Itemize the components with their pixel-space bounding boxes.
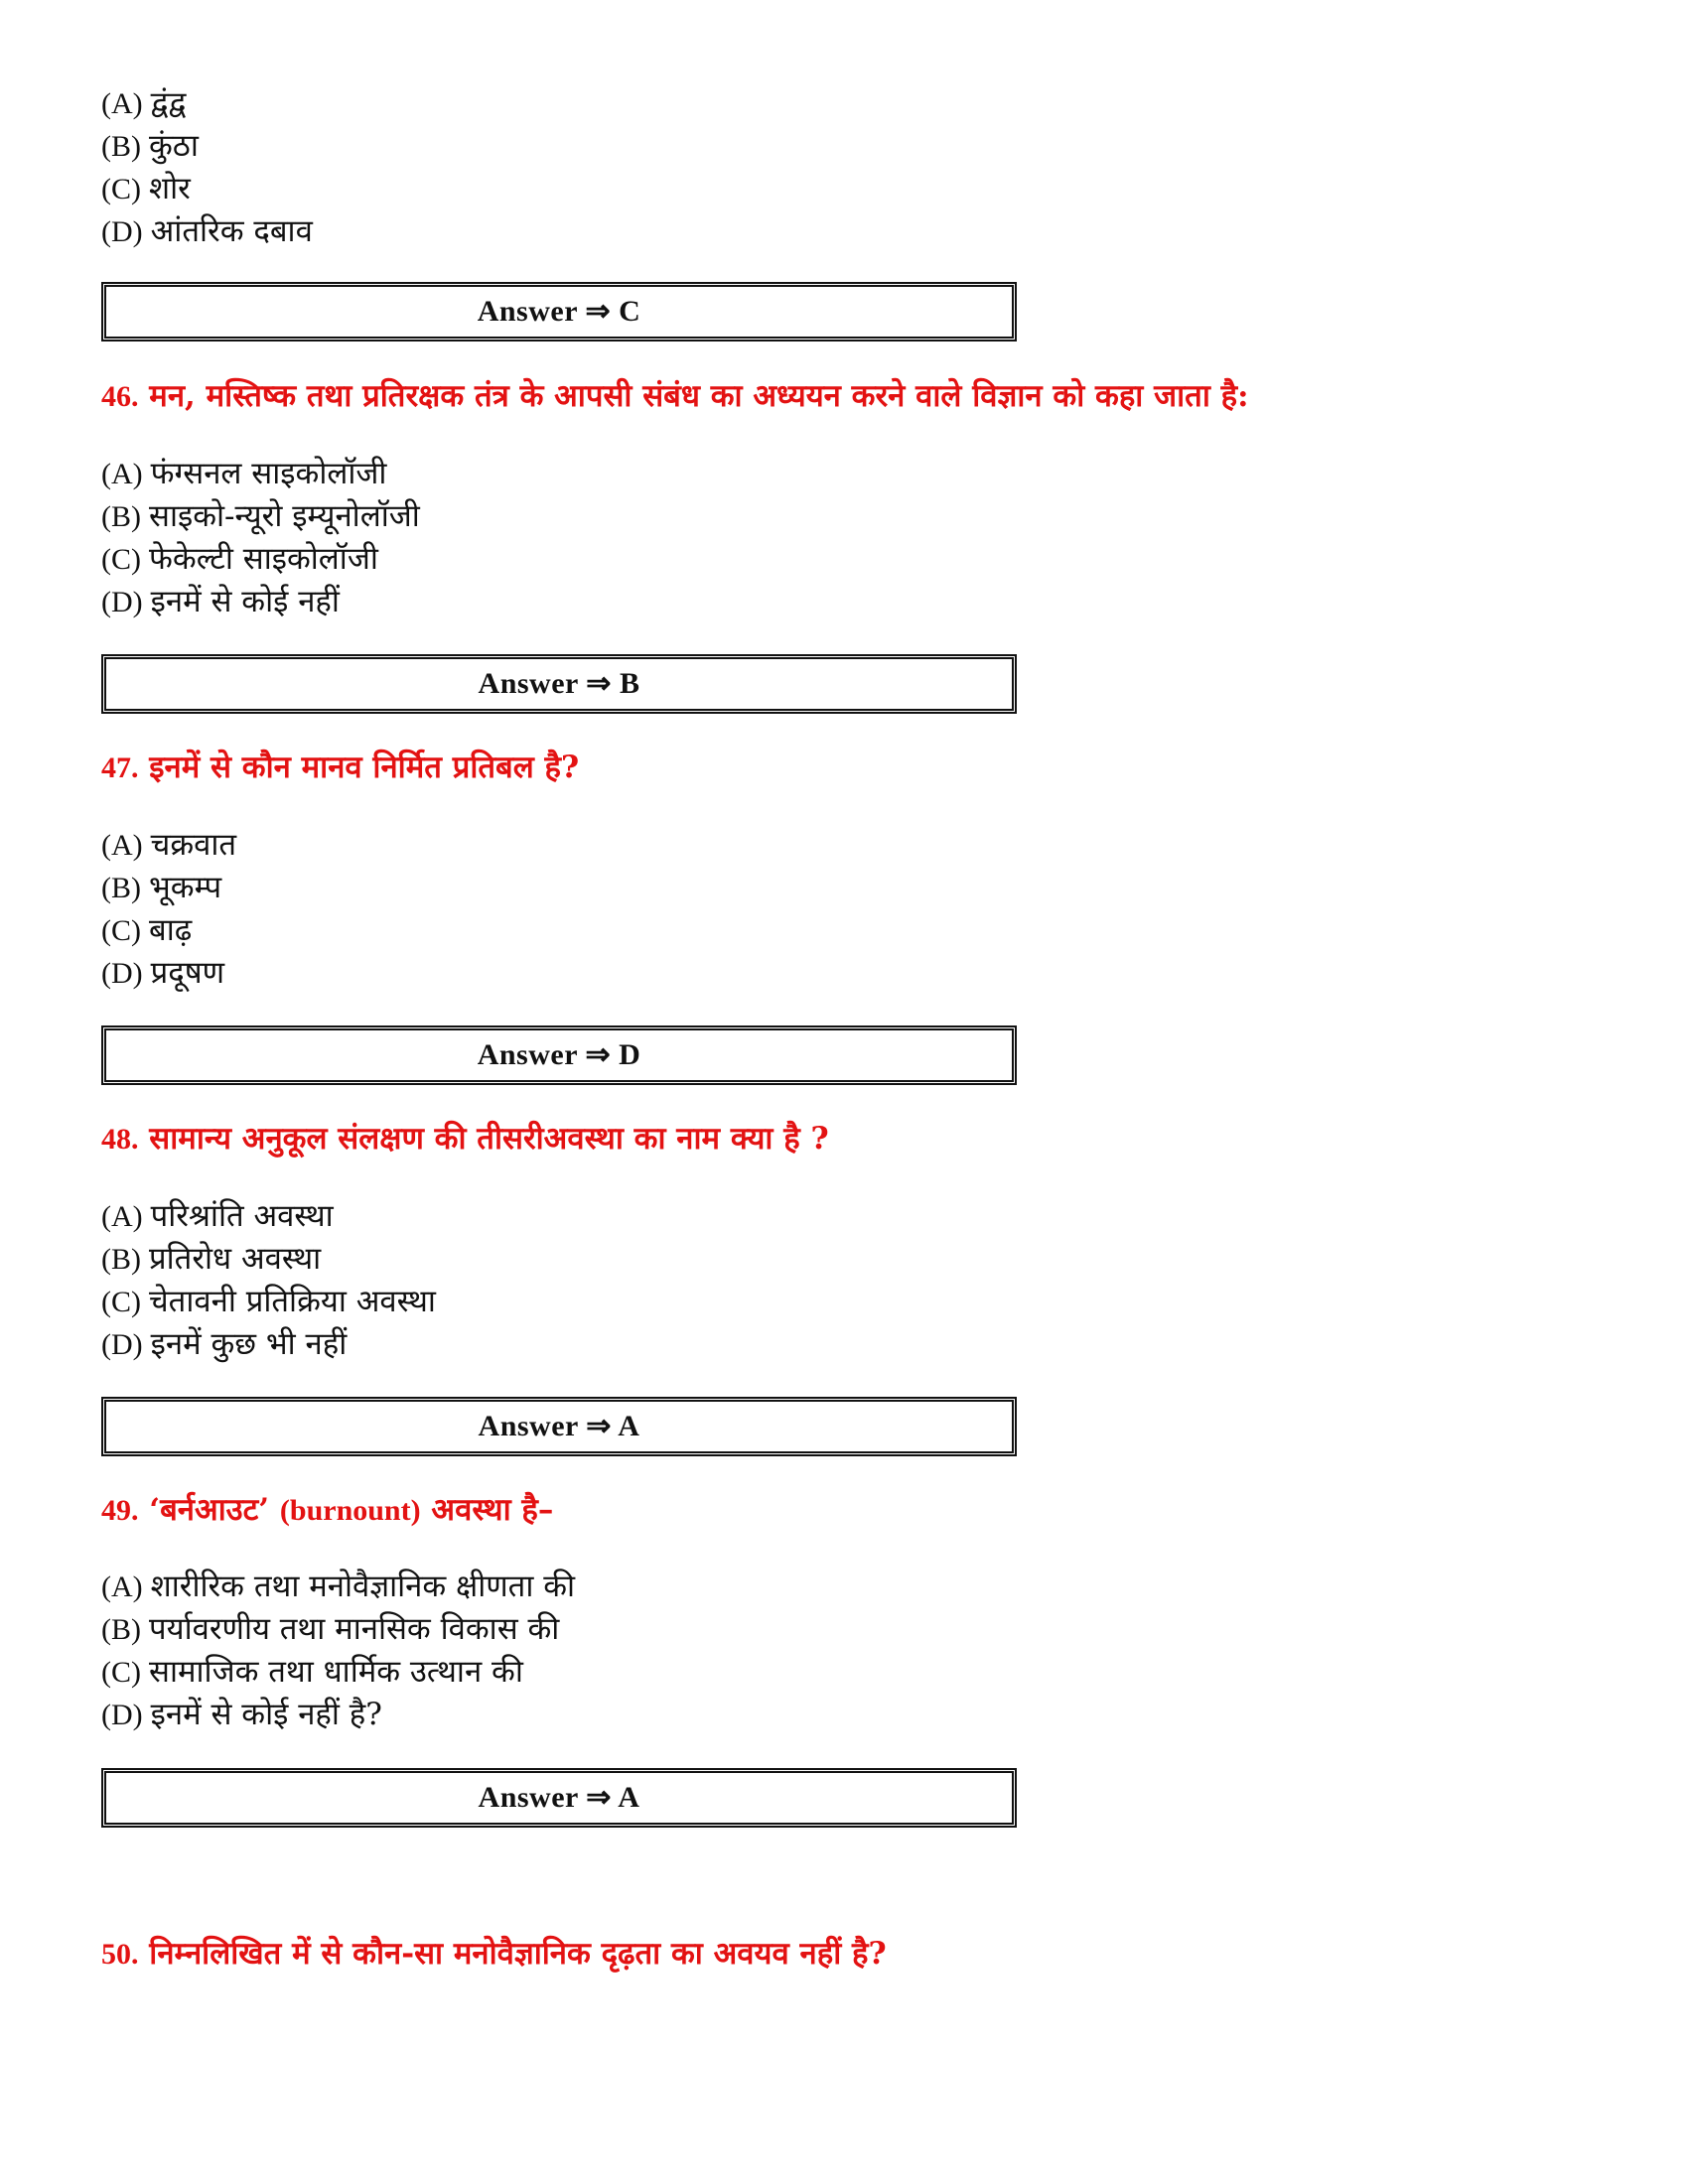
option-text: चेतावनी प्रतिक्रिया अवस्था [149,1284,436,1319]
option-label: (B) [101,1243,141,1276]
option-text: चक्रवात [150,827,237,863]
option-d [101,581,420,623]
option-c [101,909,236,952]
question-text-hindi: ‘बर्नआउट’ [149,1492,270,1528]
option-a [101,1566,575,1608]
option-a [101,824,236,867]
question-text: सामान्य अनुकूल संलक्षण की तीसरीअवस्था का नाम क्या है ? [149,1121,829,1157]
option-label: (B) [101,500,141,533]
question-46 [101,374,1249,419]
option-d [101,210,313,253]
answer-box: Answer ⇒ D [101,1025,1017,1085]
option-label: (B) [101,1613,141,1646]
option-c [101,538,420,581]
question-number: 49. [101,1494,139,1527]
answer-box: Answer ⇒ B [101,654,1017,714]
option-text: इनमें से कोई नहीं [150,584,340,619]
option-b [101,495,420,538]
question-text: मन, मस्तिष्क तथा प्रतिरक्षक तंत्र के आपसी संबंध का अध्ययन करने वाले विज्ञान को कहा जाता है: [149,378,1249,414]
option-label: (C) [101,1286,141,1318]
option-text: इनमें से कोई नहीं है? [150,1697,382,1732]
option-label: (D) [101,215,143,248]
option-label: (C) [101,173,141,205]
question-number: 47. [101,751,139,784]
question-number: 48. [101,1123,139,1156]
option-label: (C) [101,543,141,576]
option-label: (D) [101,957,143,990]
question-text: निम्नलिखित में से कौन-सा मनोवैज्ञानिक दृढ़ता का अवयव नहीं है? [149,1936,887,1972]
option-a [101,1195,436,1238]
option-d [101,952,236,995]
question-50 [101,1932,887,1977]
option-label: (D) [101,586,143,618]
question-48 [101,1117,829,1161]
options-list [101,1566,575,1736]
option-d [101,1694,575,1736]
question-47 [101,746,579,790]
options-list [101,824,236,995]
option-a [101,82,313,125]
option-text: परिश्रांति अवस्था [150,1198,334,1234]
option-text: शोर [149,171,191,206]
option-b [101,1238,436,1281]
option-c [101,168,313,210]
option-label: (A) [101,1200,143,1233]
question-text-english: (burnount) [279,1494,421,1527]
option-text: सामाजिक तथा धार्मिक उत्थान की [149,1654,523,1690]
question-text-suffix: अवस्था है– [431,1492,554,1528]
options-list [101,1195,436,1366]
question-49 [101,1488,553,1533]
option-text: फंग्सनल साइकोलॉजी [150,456,387,491]
option-label: (A) [101,87,143,120]
option-label: (C) [101,914,141,947]
option-b [101,867,236,909]
option-d [101,1323,436,1366]
option-label: (A) [101,1570,143,1603]
option-c [101,1281,436,1323]
option-b [101,125,313,168]
option-text: पर्यावरणीय तथा मानसिक विकास की [149,1611,560,1647]
option-text: प्रदूषण [150,955,225,991]
option-label: (D) [101,1328,143,1361]
answer-box: Answer ⇒ A [101,1768,1017,1828]
option-text: भूकम्प [149,870,222,905]
option-text: इनमें कुछ भी नहीं [150,1326,348,1362]
option-text: बाढ़ [149,912,193,948]
options-list [101,453,420,623]
question-number: 50. [101,1938,139,1971]
option-label: (A) [101,829,143,862]
option-label: (C) [101,1656,141,1689]
option-label: (B) [101,872,141,904]
option-text: द्वंद्व [150,85,187,121]
option-c [101,1651,575,1694]
answer-box: Answer ⇒ A [101,1397,1017,1456]
question-number: 46. [101,380,139,413]
option-text: फेकेल्टी साइकोलॉजी [149,541,378,577]
option-label: (B) [101,130,141,163]
option-text: आंतरिक दबाव [150,213,313,249]
option-label: (A) [101,458,143,490]
options-list [101,82,313,253]
option-label: (D) [101,1699,143,1731]
option-text: प्रतिरोध अवस्था [149,1241,322,1277]
option-text: शारीरिक तथा मनोवैज्ञानिक क्षीणता की [150,1569,576,1604]
answer-box: Answer ⇒ C [101,282,1017,341]
question-text: इनमें से कौन मानव निर्मित प्रतिबल है? [149,750,580,785]
option-a [101,453,420,495]
option-b [101,1608,575,1651]
option-text: कुंठा [149,128,199,164]
option-text: साइको-न्यूरो इम्यूनोलॉजी [149,498,420,534]
